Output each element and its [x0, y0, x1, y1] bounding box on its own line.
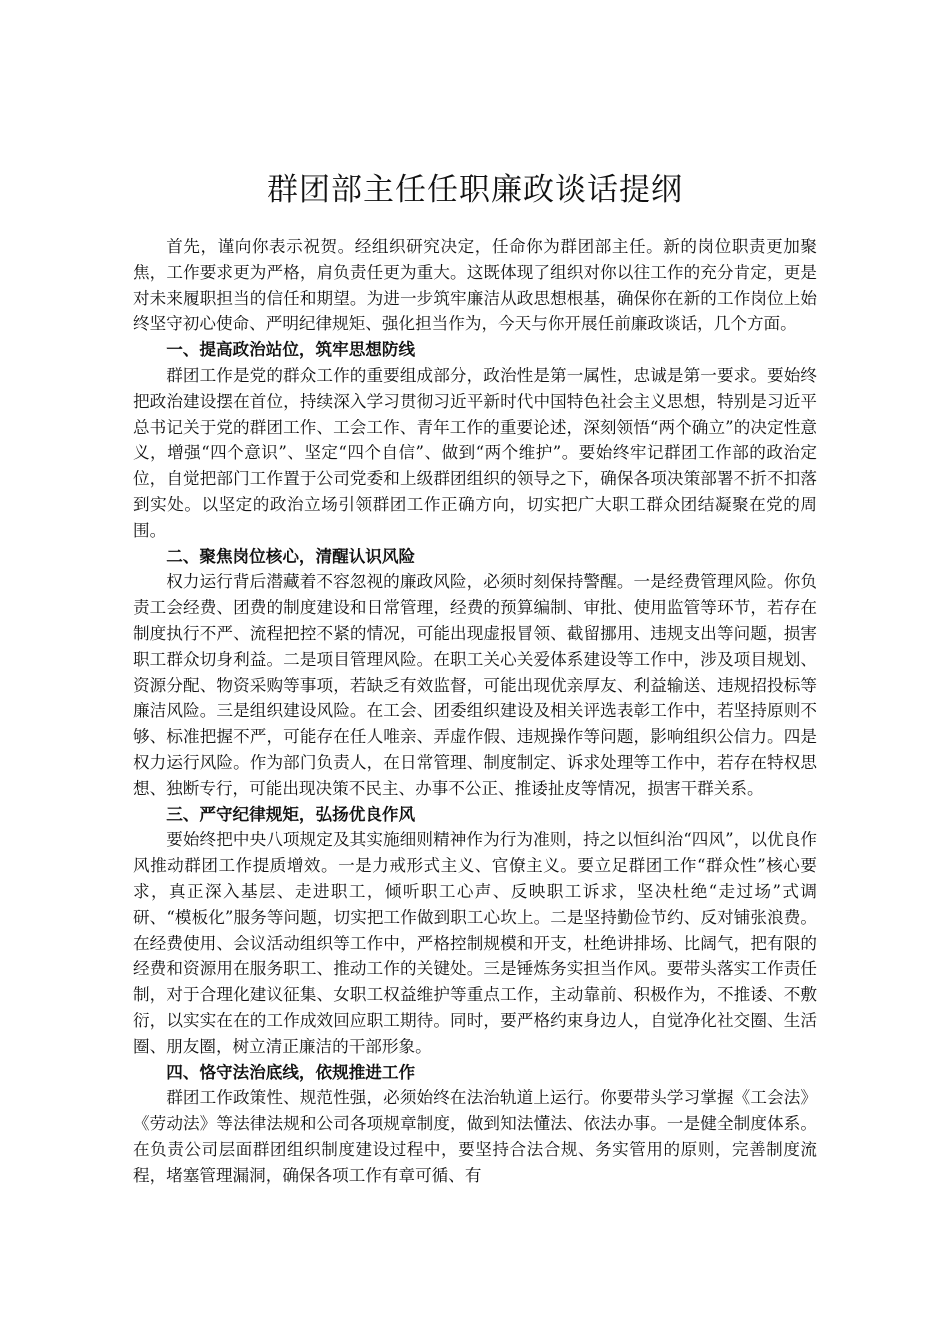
section-paragraph: 要始终把中央八项规定及其实施细则精神作为行为准则，持之以恒纠治“四风”，以优良作风推动群团工作提质增效。一是力戒形式主义、官僚主义。要立足群团工作“群众性”核心要求，真正深入基层、走进职工，倾听职工心声、反映职工诉求，坚决杜绝“走过场”式调研、“模板化”服务等问题，切实把工作做到职工心坎上。二是坚持勤俭节约、反对铺张浪费。在经费使用、会议活动组织等工作中，严格控制规模和开支，杜绝讲排场、比阔气，把有限的经费和资源用在服务职工、推动工作的关键处。三是锤炼务实担当作风。要带头落实工作责任制，对于合理化建议征集、女职工权益维护等重点工作，主动靠前、积极作为，不推诿、不敷衍，以实实在在的工作成效回应职工期待。同时，要严格约束身边人，自觉净化社交圈、生活圈、朋友圈，树立清正廉洁的干部形象。 [133, 830, 817, 1056]
intro-paragraph: 首先，谨向你表示祝贺。经组织研究决定，任命你为群团部主任。新的岗位职责更加聚焦，工作要求更为严格，肩负责任更为重大。这既体现了组织对你以往工作的充分肯定，更是对未来履职担当的信任和期望。为进一步筑牢廉洁从政思想根基，确保你在新的工作岗位上始终坚守初心使命、严明纪律规矩、强化担当作为，今天与你开展任前廉政谈话，几个方面。 [133, 237, 817, 334]
document-body [133, 234, 817, 1188]
section-heading: 四、恪守法治底线，依规推进工作 [166, 1061, 416, 1082]
section-heading: 三、严守纪律规矩，弘扬优良作风 [166, 803, 416, 824]
section-heading: 一、提高政治站位，筑牢思想防线 [166, 339, 416, 360]
section-paragraph: 群团工作是党的群众工作的重要组成部分，政治性是第一属性，忠诚是第一要求。要始终把政治建设摆在首位，持续深入学习贯彻习近平新时代中国特色社会主义思想，特别是习近平总书记关于党的群团工作、工会工作、青年工作的重要论述，深刻领悟“两个确立”的决定性意义，增强“四个意识”、坚定“四个自信”、做到“两个维护”。要始终牢记群团工作部的政治定位，自觉把部门工作置于公司党委和上级群团组织的领导之下，确保各项决策部署不折不扣落到实处。以坚定的政治立场引领群团工作正确方向，切实把广大职工群众团结凝聚在党的周围。 [133, 365, 817, 540]
section-paragraph: 权力运行背后潜藏着不容忽视的廉政风险，必须时刻保持警醒。一是经费管理风险。你负责工会经费、团费的制度建设和日常管理，经费的预算编制、审批、使用监管等环节，若存在制度执行不严、流程把控不紧的情况，可能出现虚报冒领、截留挪用、违规支出等问题，损害职工群众切身利益。二是项目管理风险。在职工关心关爱体系建设等工作中，涉及项目规划、资源分配、物资采购等事项，若缺乏有效监督，可能出现优亲厚友、利益输送、违规招投标等廉洁风险。三是组织建设风险。在工会、团委组织建设及相关评选表彰工作中，若坚持原则不够、标准把握不严，可能存在任人唯亲、弄虚作假、违规操作等问题，影响组织公信力。四是权力运行风险。作为部门负责人，在日常管理、制度制定、诉求处理等工作中，若存在特权思想、独断专行，可能出现决策不民主、办事不公正、推诿扯皮等情况，损害干群关系。 [133, 572, 817, 798]
document-page [133, 0, 817, 1188]
document-title: 群团部主任任职廉政谈话提纲 [267, 172, 683, 208]
section-heading: 二、聚焦岗位核心，清醒认识风险 [166, 545, 416, 566]
section-paragraph: 群团工作政策性、规范性强，必须始终在法治轨道上运行。你要带头学习掌握《工会法》《劳动法》等法律法规和公司各项规章制度，做到知法懂法、依法办事。一是健全制度体系。在负责公司层面群团组织制度建设过程中，要坚持合法合规、务实管用的原则，完善制度流程，堵塞管理漏洞，确保各项工作有章可循、有 [133, 1088, 817, 1185]
